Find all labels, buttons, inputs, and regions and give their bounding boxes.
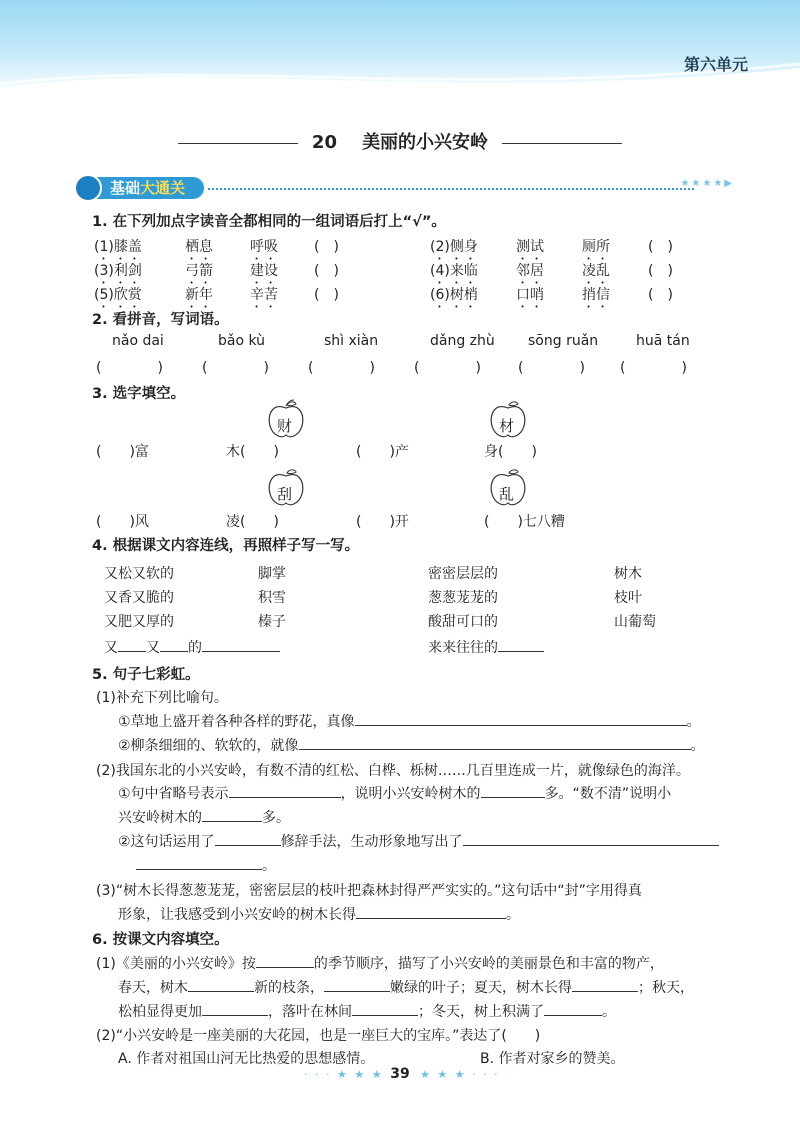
blank-line[interactable] — [463, 831, 719, 846]
blank-line[interactable] — [202, 1001, 268, 1016]
footer-stars-right: ★ ★ ★ · · · — [420, 1068, 500, 1081]
fill-item[interactable]: ( )风 — [96, 514, 149, 530]
banner-dotted-line — [208, 188, 694, 190]
match-right[interactable]: 榛子 — [258, 614, 286, 630]
answer-paren[interactable]: ( ) — [648, 263, 673, 279]
q5-prompt: 5. 句子七彩虹。 — [92, 667, 200, 683]
lesson-title — [0, 128, 800, 154]
option-b[interactable]: B. 作者对家乡的赞美。 — [480, 1051, 625, 1067]
q5-line: ②柳条细细的、软软的，就像 。 — [118, 735, 705, 755]
blank-line[interactable] — [215, 831, 281, 846]
match-left[interactable]: 又松又软的 — [104, 566, 174, 582]
match-right[interactable]: 枝叶 — [614, 590, 642, 606]
q1-word: (2)侧身 — [430, 239, 478, 255]
you-you-de-line: 又 又 的 — [104, 637, 280, 657]
q5-line: ①草地上盛开着各种各样的野花，真像 。 — [118, 711, 701, 731]
q1-word: 栖息 — [185, 239, 213, 255]
q1-word: (1)膝盖 — [94, 239, 142, 255]
blank-line[interactable] — [544, 1001, 602, 1016]
banner-stars: ★★★★▶ — [680, 178, 734, 189]
choice-char: 材 — [499, 417, 515, 435]
fill-item[interactable]: ( )开 — [356, 514, 409, 530]
match-right[interactable]: 积雪 — [258, 590, 286, 606]
match-left[interactable]: 又香又脆的 — [104, 590, 174, 606]
section-banner — [74, 174, 734, 202]
word-blank[interactable]: ( ) — [202, 360, 269, 376]
answer-paren[interactable]: ( ) — [648, 239, 673, 255]
fill-item[interactable]: ( )七八糟 — [484, 514, 565, 530]
fill-item[interactable]: ( )富 — [96, 444, 149, 460]
q2-prompt: 2. 看拼音，写词语。 — [92, 312, 229, 328]
match-left[interactable]: 酸甜可口的 — [428, 614, 498, 630]
answer-paren[interactable]: ( ) — [314, 287, 339, 303]
laiwang-line: 来来往往的 — [428, 637, 544, 657]
blank-line[interactable] — [356, 904, 506, 919]
choice-char: 乱 — [499, 485, 515, 503]
q1-word: 厕所 — [582, 239, 610, 255]
q1-word: (3)利剑 — [94, 263, 142, 279]
match-right[interactable]: 树木 — [614, 566, 642, 582]
q6-sub: (2)“小兴安岭是一座美丽的大花园，也是一座巨大的宝库。”表达了( ) — [96, 1028, 541, 1044]
blank-line[interactable] — [498, 637, 544, 652]
word-blank[interactable]: ( ) — [96, 360, 163, 376]
globe-icon — [74, 174, 102, 202]
choice-char: 刮 — [277, 485, 293, 503]
q6-line: 松柏显得更加 ，落叶在林间 ；冬天，树上积满了 。 — [118, 1001, 616, 1021]
q3-prompt: 3. 选字填空。 — [92, 386, 186, 402]
match-left[interactable]: 又肥又厚的 — [104, 614, 174, 630]
word-blank[interactable]: ( ) — [518, 360, 585, 376]
blank-line[interactable] — [202, 637, 280, 652]
unit-label: 第六单元 — [683, 55, 748, 74]
q6-prompt: 6. 按课文内容填空。 — [92, 932, 229, 948]
choice-char: 财 — [277, 417, 293, 435]
pinyin: nǎo dai — [112, 333, 164, 349]
q1-word: 辛苦 — [250, 287, 278, 303]
footer-stars-left: · · · ★ ★ ★ — [304, 1068, 384, 1081]
word-blank[interactable]: ( ) — [620, 360, 687, 376]
q5-line: ②这句话运用了 修辞手法，生动形象地写出了 — [118, 831, 719, 851]
blank-line[interactable] — [188, 977, 254, 992]
blank-line[interactable] — [256, 953, 314, 968]
q1-word: 测试 — [516, 239, 544, 255]
header-wave — [0, 58, 800, 106]
blank-line[interactable] — [118, 637, 146, 652]
q5-sub: (3)“树木长得葱葱茏茏，密密层层的枝叶把森林封得严严实实的。”这句话中“封”字用得真 — [96, 883, 642, 899]
pinyin: bǎo kù — [218, 333, 266, 349]
pinyin: sōng ruǎn — [528, 333, 599, 349]
blank-line[interactable] — [202, 807, 262, 822]
q6-line: 春天，树木 新的枝条， 嫩绿的叶子；夏天，树木长得 ；秋天， — [118, 977, 694, 997]
match-left[interactable]: 密密层层的 — [428, 566, 498, 582]
q1-word: 建设 — [250, 263, 278, 279]
q1-word: (6)树梢 — [430, 287, 478, 303]
blank-line[interactable] — [481, 783, 545, 798]
word-blank[interactable]: ( ) — [414, 360, 481, 376]
fill-item[interactable]: 凌( ) — [226, 514, 279, 530]
blank-line[interactable] — [160, 637, 188, 652]
q1-word: 弓箭 — [185, 263, 213, 279]
q6-line: (1)《美丽的小兴安岭》按 的季节顺序，描写了小兴安岭的美丽景色和丰富的物产， — [96, 953, 664, 973]
q1-prompt: 1. 在下列加点字读音全都相同的一组词语后打上“√”。 — [92, 214, 446, 230]
page-header — [0, 0, 800, 96]
q5-line: 形象，让我感受到小兴安岭的树木长得 。 — [118, 904, 520, 924]
pinyin: huā tán — [636, 333, 690, 349]
blank-line[interactable] — [352, 1001, 418, 1016]
lesson-number: 20 — [311, 132, 337, 153]
pinyin: shì xiàn — [324, 333, 379, 349]
q5-sub: (2)我国东北的小兴安岭，有数不清的红松、白桦、栎树……几百里连成一片，就像绿色的海洋。 — [96, 763, 690, 779]
blank-line[interactable] — [229, 783, 341, 798]
match-right[interactable]: 脚掌 — [258, 566, 286, 582]
match-left[interactable]: 葱葱茏茏的 — [428, 590, 498, 606]
q1-word: 邻居 — [516, 263, 544, 279]
q1-word: 凌乱 — [582, 263, 610, 279]
q1-word: 捎信 — [582, 287, 610, 303]
banner-label: 基础大通关 — [86, 177, 204, 199]
q1-word: 呼吸 — [250, 239, 278, 255]
q1-word: (5)欣赏 — [94, 287, 142, 303]
match-right[interactable]: 山葡萄 — [614, 614, 656, 630]
q5-line: 兴安岭树木的 多。 — [118, 807, 290, 827]
fill-item[interactable]: 木( ) — [226, 444, 279, 460]
fill-item[interactable]: 身( ) — [484, 444, 537, 460]
q1-word: 口哨 — [516, 287, 544, 303]
page-number: 39 — [390, 1066, 410, 1082]
answer-paren[interactable]: ( ) — [314, 239, 339, 255]
option-a[interactable]: A. 作者对祖国山河无比热爱的思想感情。 — [118, 1051, 375, 1067]
q1-word: 新年 — [185, 287, 213, 303]
blank-line[interactable] — [324, 977, 390, 992]
blank-line[interactable] — [136, 855, 262, 870]
fill-item[interactable]: ( )产 — [356, 444, 409, 460]
answer-paren[interactable]: ( ) — [648, 287, 673, 303]
q5-line: 。 — [136, 855, 276, 875]
q1-word: (4)来临 — [430, 263, 478, 279]
q4-prompt: 4. 根据课文内容连线，再照样子写一写。 — [92, 538, 360, 554]
blank-line[interactable] — [355, 711, 687, 726]
pinyin: dǎng zhù — [430, 333, 495, 349]
blank-line[interactable] — [299, 735, 691, 750]
q5-line: ①句中省略号表示 ，说明小兴安岭树木的 多。“数不清”说明小 — [118, 783, 671, 803]
q5-sub: (1)补充下列比喻句。 — [96, 690, 228, 706]
answer-paren[interactable]: ( ) — [314, 263, 339, 279]
word-blank[interactable]: ( ) — [308, 360, 375, 376]
lesson-name: 美丽的小兴安岭 — [362, 132, 489, 153]
blank-line[interactable] — [572, 977, 638, 992]
